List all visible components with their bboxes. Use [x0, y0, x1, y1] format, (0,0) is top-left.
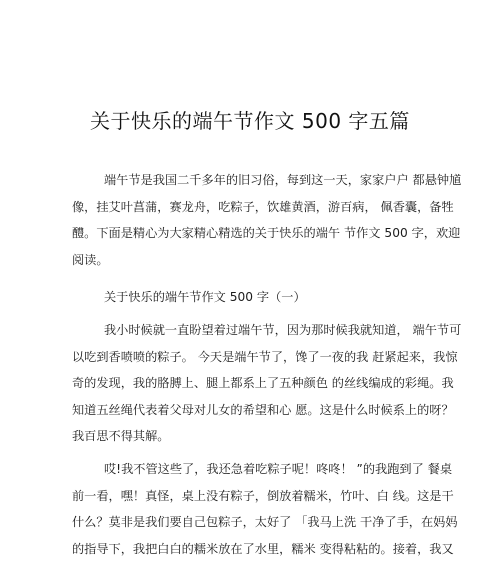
- intro-paragraph: [72, 167, 462, 273]
- paragraph-line: 我百思不得其解。: [72, 429, 170, 444]
- paragraph-line: 我小时候就一直盼望着过端午节，因为那时候我就知道， 端午节可: [104, 323, 462, 337]
- paragraph-2: [72, 456, 458, 562]
- paragraph-line: 知道五丝绳代表着父母对儿女的希望和心 愿。这是什么时候系上的呀？: [72, 402, 454, 417]
- intro-line: 端午节是我国二千多年的旧习俗，每到这一天，家家户户 都悬钟馗: [104, 173, 462, 187]
- paragraph-1: [72, 317, 462, 450]
- intro-line: 醴。下面是精心为大家精心精选的关于快乐的端午 节作文 500 字，欢迎: [72, 226, 461, 241]
- document-title: 关于快乐的端午节作文 500 字五篇: [90, 109, 410, 133]
- paragraph-line: 以吃到香喷喷的粽子。 今天是端午节了，馋了一夜的我 赶紧起来，我惊: [72, 349, 458, 364]
- paragraph-line: 前一看，嘿！真怪，桌上没有粽子，倒放着糯米，竹叶、白 线。这是干: [72, 488, 454, 503]
- paragraph-line: 的指导下，我把白白的糯米放在了水里，糯米 变得粘粘的。接着，我又: [72, 541, 454, 556]
- paragraph-line: 奇的发现，我的胳膊上、腿上都系上了五种颜色 的丝线编成的彩绳。我: [72, 376, 454, 391]
- paragraph-line: 哎!我不管这些了，我还急着吃粽子呢！咚咚！ ”的我跑到了 餐桌: [104, 462, 453, 476]
- paragraph-line: 什么？莫非是我们要自己包粽子，太好了 「我马上洗 干净了手，在妈妈: [72, 515, 458, 530]
- section-heading: 关于快乐的端午节作文 500 字（一）: [104, 290, 306, 304]
- intro-line: 阅读。: [72, 252, 109, 267]
- intro-line: 像，挂艾叶菖蒲，赛龙舟，吃粽子，饮雄黄酒，游百病， 佩香囊，备牲: [72, 199, 454, 214]
